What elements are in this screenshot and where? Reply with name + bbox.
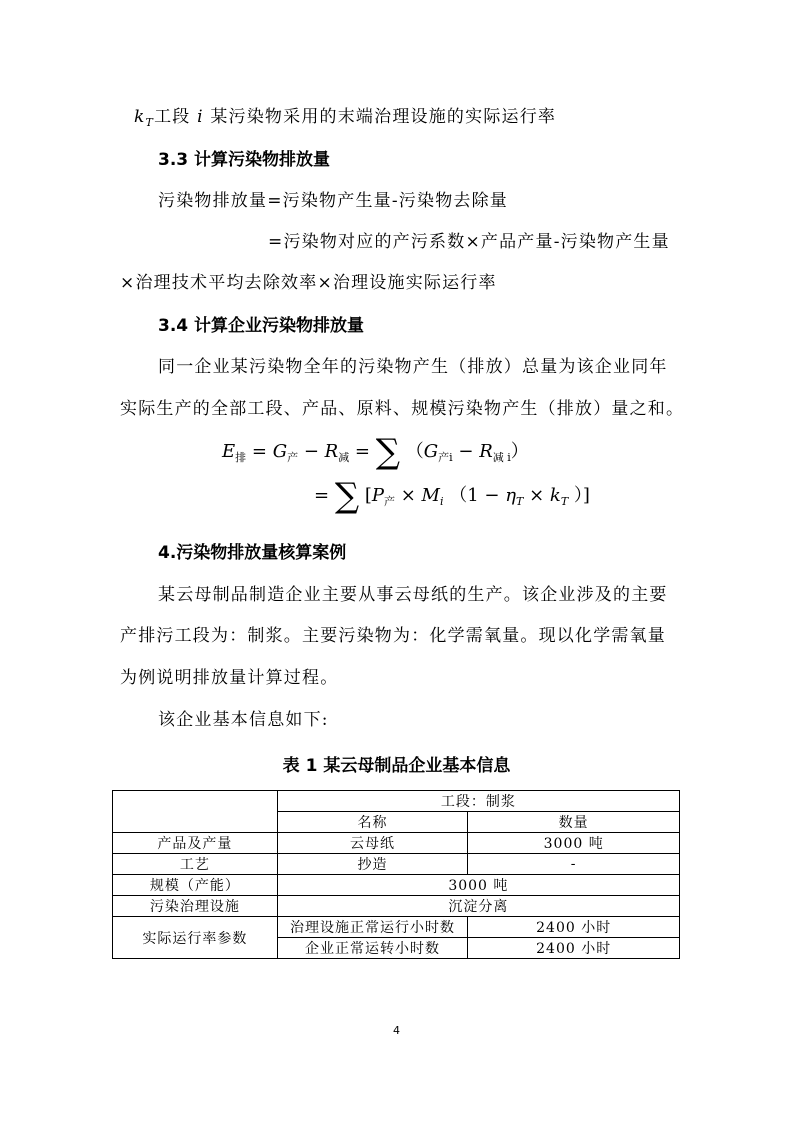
paragraph-4-line-3: 为例说明排放量计算过程。: [120, 668, 339, 688]
paragraph-4-line-4: 该企业基本信息如下:: [158, 710, 329, 730]
scale-value-cell: 3000 吨: [277, 875, 679, 896]
section-header-cell: 工段：制浆: [277, 791, 679, 812]
section-heading-3-3: 3.3 计算污染物排放量: [158, 150, 331, 170]
paragraph-3-4-line-2: 实际生产的全部工段、产品、原料、规模污染物产生（排放）量之和。: [120, 399, 685, 419]
formula-line-3: ×治理技术平均去除效率×治理设施实际运行率: [120, 273, 497, 293]
sum-icon: ∑: [334, 476, 360, 516]
row-label-facility: 污染治理设施: [113, 896, 278, 917]
kt-symbol: $k_T$: [134, 107, 155, 129]
enterprise-info-table: [112, 790, 680, 959]
row-label-product: 产品及产量: [113, 833, 278, 854]
row-label-scale: 规模（产能）: [113, 875, 278, 896]
column-header-name: 名称: [277, 812, 468, 833]
column-header-quantity: 数量: [468, 812, 680, 833]
facility-value-cell: 沉淀分离: [277, 896, 679, 917]
formula-line-2: =污染物对应的产污系数×产品产量-污染物产生量: [268, 232, 670, 252]
definition-text-b: 某污染物采用的末端治理设施的实际运行率: [210, 107, 557, 127]
equation-row-1: $E_排 = G_产 - R_减$ = ∑ $(G_{产i} - R_{减 i})$: [222, 432, 529, 472]
rate-value-1-cell: 2400 小时: [468, 917, 680, 938]
process-name-cell: 抄造: [277, 854, 468, 875]
equation-row-2: = ∑ [$P_产 \times M_i$ （$1 - \eta_T \times k_T$ ）]: [314, 476, 590, 516]
table-empty-cell: [113, 791, 278, 833]
table-row: [113, 854, 680, 875]
paragraph-4-line-2: 产排污工段为：制浆。主要污染物为：化学需氧量。现以化学需氧量: [120, 626, 666, 646]
rate-value-2-cell: 2400 小时: [468, 938, 680, 959]
process-qty-cell: -: [468, 854, 680, 875]
formula-line-1: 污染物排放量=污染物产生量-污染物去除量: [158, 191, 508, 211]
section-heading-3-4: 3.4 计算企业污染物排放量: [158, 316, 365, 336]
paragraph-3-4-line-1: 同一企业某污染物全年的污染物产生（排放）总量为该企业同年: [158, 357, 668, 377]
table-row: [113, 833, 680, 854]
section-heading-4: 4.污染物排放量核算案例: [158, 543, 347, 563]
product-name-cell: 云母纸: [277, 833, 468, 854]
product-qty-cell: 3000 吨: [468, 833, 680, 854]
table-row: [113, 917, 680, 938]
rate-item-2-cell: 企业正常运转小时数: [277, 938, 468, 959]
page-number: 4: [393, 1024, 400, 1037]
rate-item-1-cell: 治理设施正常运行小时数: [277, 917, 468, 938]
table-row: [113, 896, 680, 917]
definition-line: [134, 106, 556, 134]
row-label-process: 工艺: [113, 854, 278, 875]
table-caption: 表 1 某云母制品企业基本信息: [282, 756, 511, 776]
var-i: i: [197, 107, 204, 127]
table-row: [113, 791, 680, 812]
definition-text-a: 工段: [154, 107, 191, 127]
table-row: [113, 875, 680, 896]
paragraph-4-line-1: 某云母制品制造企业主要从事云母纸的生产。该企业涉及的主要: [158, 585, 668, 605]
sum-icon: ∑: [375, 432, 401, 472]
row-label-rate: 实际运行率参数: [113, 917, 278, 959]
